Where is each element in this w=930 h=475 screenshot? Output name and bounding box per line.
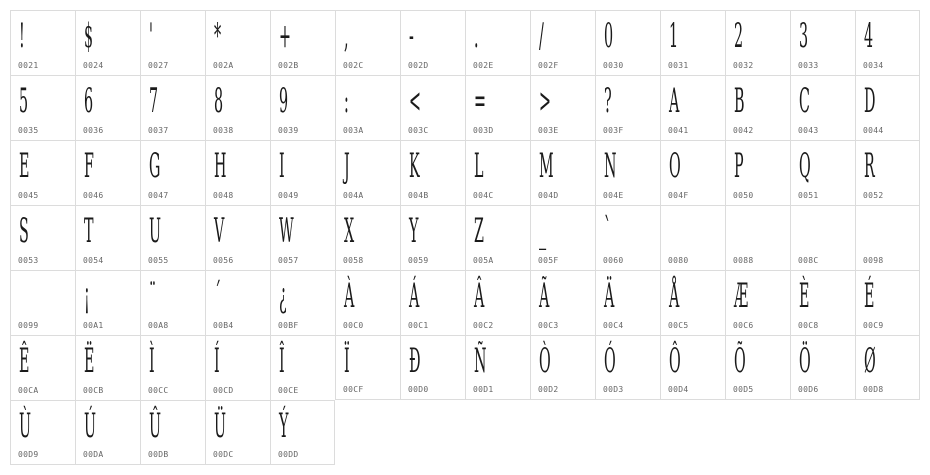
- glyph-cell[interactable]: [465, 335, 530, 400]
- glyph-sample: Û: [149, 406, 162, 446]
- glyph-sample: Ü: [214, 406, 227, 446]
- glyph-cell[interactable]: [140, 335, 205, 400]
- glyph-cell[interactable]: [530, 10, 595, 75]
- glyph-code-label: 0042: [733, 126, 754, 135]
- glyph-sample: J: [344, 146, 350, 186]
- glyph-sample: Ô: [669, 341, 681, 381]
- glyph-sample: Y: [409, 211, 419, 251]
- glyph-sample: H: [214, 146, 227, 186]
- glyph-code-label: 00C2: [473, 321, 494, 330]
- glyph-sample: È: [799, 276, 810, 316]
- glyph-cell[interactable]: [465, 75, 530, 140]
- glyph-cell[interactable]: [725, 205, 790, 270]
- glyph-cell[interactable]: [465, 10, 530, 75]
- glyph-sample: A: [669, 81, 680, 121]
- glyph-sample: *: [214, 16, 222, 56]
- glyph-sample: Ò: [539, 341, 551, 381]
- glyph-code-label: 004F: [668, 191, 689, 200]
- glyph-sample: M: [539, 146, 554, 186]
- glyph-code-label: 0059: [408, 256, 429, 265]
- glyph-cell[interactable]: [75, 205, 140, 270]
- glyph-sample: É: [864, 276, 875, 316]
- glyph-cell[interactable]: [270, 335, 335, 400]
- glyph-code-label: 0060: [603, 256, 624, 265]
- glyph-sample: G: [149, 146, 161, 186]
- glyph-code-label: 0041: [668, 126, 689, 135]
- glyph-cell[interactable]: [140, 10, 205, 75]
- glyph-sample: .: [474, 16, 479, 56]
- glyph-code-label: 003F: [603, 126, 624, 135]
- glyph-code-label: 00DB: [148, 450, 169, 459]
- glyph-sample: E: [19, 146, 30, 186]
- glyph-cell[interactable]: [140, 75, 205, 140]
- glyph-cell[interactable]: [270, 75, 335, 140]
- glyph-code-label: 004C: [473, 191, 494, 200]
- glyph-sample: ,: [344, 16, 349, 56]
- glyph-cell[interactable]: [205, 270, 270, 335]
- glyph-sample: [669, 210, 690, 252]
- glyph-sample: Õ: [734, 341, 746, 381]
- glyph-sample: ¡: [84, 276, 90, 316]
- glyph-cell[interactable]: [335, 10, 400, 75]
- glyph-cell[interactable]: [205, 75, 270, 140]
- glyph-code-label: 0098: [863, 256, 884, 265]
- glyph-cell[interactable]: [10, 75, 75, 140]
- glyph-code-label: 00D9: [18, 450, 39, 459]
- glyph-cell[interactable]: [855, 270, 920, 335]
- glyph-sample: 8: [214, 81, 224, 121]
- glyph-cell[interactable]: [855, 10, 920, 75]
- glyph-code-label: 002C: [343, 61, 364, 70]
- glyph-sample: ¨: [149, 276, 157, 316]
- glyph-code-label: 0053: [18, 256, 39, 265]
- glyph-code-label: 00CA: [18, 386, 39, 395]
- glyph-code-label: 005A: [473, 256, 494, 265]
- glyph-sample: K: [409, 146, 420, 186]
- glyph-sample: D: [864, 81, 876, 121]
- glyph-code-label: 00D8: [863, 385, 884, 394]
- glyph-sample: [799, 210, 820, 252]
- glyph-sample: Å: [669, 276, 680, 316]
- glyph-code-label: 0033: [798, 61, 819, 70]
- glyph-sample: Í: [214, 341, 220, 381]
- glyph-sample: X: [344, 211, 355, 251]
- glyph-code-label: 004A: [343, 191, 364, 200]
- glyph-code-label: 00D6: [798, 385, 819, 394]
- glyph-code-label: 00DC: [213, 450, 234, 459]
- glyph-sample: Ù: [19, 406, 32, 446]
- glyph-code-label: 0024: [83, 61, 104, 70]
- glyph-cell[interactable]: [725, 140, 790, 205]
- glyph-sample: 1: [669, 16, 679, 56]
- glyph-sample: Ñ: [474, 341, 487, 381]
- glyph-sample: Î: [279, 341, 285, 381]
- glyph-code-label: 0046: [83, 191, 104, 200]
- glyph-code-label: 003D: [473, 126, 494, 135]
- glyph-sample: Ä: [604, 276, 615, 316]
- glyph-cell[interactable]: [400, 140, 465, 205]
- glyph-sample: C: [799, 81, 810, 121]
- glyph-grid: [10, 10, 920, 465]
- glyph-code-label: 0027: [148, 61, 169, 70]
- glyph-cell[interactable]: [855, 335, 920, 400]
- glyph-sample: Æ: [734, 276, 749, 316]
- glyph-cell[interactable]: [335, 205, 400, 270]
- glyph-cell[interactable]: [335, 270, 400, 335]
- glyph-sample: Ø: [864, 341, 876, 381]
- glyph-cell[interactable]: [10, 270, 75, 335]
- glyph-sample: W: [279, 211, 294, 251]
- glyph-sample: R: [864, 146, 875, 186]
- glyph-code-label: 003E: [538, 126, 559, 135]
- glyph-code-label: 0088: [733, 256, 754, 265]
- glyph-sample: F: [84, 146, 94, 186]
- glyph-cell[interactable]: [205, 335, 270, 400]
- glyph-code-label: 00CB: [83, 386, 104, 395]
- glyph-cell[interactable]: [595, 75, 660, 140]
- glyph-cell[interactable]: [140, 270, 205, 335]
- glyph-code-label: 00D1: [473, 385, 494, 394]
- glyph-code-label: 00D5: [733, 385, 754, 394]
- glyph-code-label: 0055: [148, 256, 169, 265]
- glyph-cell[interactable]: [725, 10, 790, 75]
- glyph-code-label: 0030: [603, 61, 624, 70]
- glyph-cell[interactable]: [725, 270, 790, 335]
- glyph-cell[interactable]: [140, 400, 205, 465]
- glyph-code-label: 0038: [213, 126, 234, 135]
- glyph-code-label: 004D: [538, 191, 559, 200]
- glyph-code-label: 0054: [83, 256, 104, 265]
- glyph-code-label: 004E: [603, 191, 624, 200]
- glyph-sample: [734, 210, 755, 252]
- glyph-cell[interactable]: [790, 10, 855, 75]
- glyph-sample: 6: [84, 81, 94, 121]
- glyph-cell[interactable]: [400, 75, 465, 140]
- glyph-cell[interactable]: [660, 75, 725, 140]
- glyph-cell[interactable]: [660, 10, 725, 75]
- glyph-sample: Ð: [409, 341, 421, 381]
- glyph-cell[interactable]: [205, 10, 270, 75]
- glyph-cell[interactable]: [75, 400, 140, 465]
- glyph-cell[interactable]: [400, 10, 465, 75]
- glyph-cell[interactable]: [530, 335, 595, 400]
- glyph-sample: 4: [864, 16, 874, 56]
- glyph-sample: 9: [279, 81, 289, 121]
- glyph-cell[interactable]: [790, 75, 855, 140]
- glyph-code-label: 00C3: [538, 321, 559, 330]
- glyph-cell[interactable]: [465, 205, 530, 270]
- glyph-sample: Ë: [84, 341, 95, 381]
- glyph-cell[interactable]: [75, 140, 140, 205]
- glyph-cell[interactable]: [75, 10, 140, 75]
- glyph-sample: Á: [409, 276, 420, 316]
- glyph-code-label: 00CE: [278, 386, 299, 395]
- glyph-sample: !: [19, 16, 25, 56]
- glyph-cell[interactable]: [205, 400, 270, 465]
- glyph-sample: Ö: [799, 341, 811, 381]
- glyph-code-label: 00C1: [408, 321, 429, 330]
- glyph-cell[interactable]: [270, 10, 335, 75]
- glyph-code-label: 00CD: [213, 386, 234, 395]
- glyph-code-label: 0043: [798, 126, 819, 135]
- glyph-cell[interactable]: [530, 270, 595, 335]
- glyph-code-label: 0047: [148, 191, 169, 200]
- glyph-cell[interactable]: [660, 270, 725, 335]
- glyph-sample: :: [344, 81, 349, 121]
- glyph-sample: Ã: [539, 276, 550, 316]
- glyph-code-label: 00C0: [343, 321, 364, 330]
- glyph-code-label: 003C: [408, 126, 429, 135]
- glyph-cell[interactable]: [530, 205, 595, 270]
- glyph-cell[interactable]: [660, 335, 725, 400]
- glyph-code-label: 0021: [18, 61, 39, 70]
- glyph-sample: Ì: [149, 341, 155, 381]
- glyph-sample: O: [669, 146, 681, 186]
- glyph-code-label: 0052: [863, 191, 884, 200]
- glyph-sample: >: [539, 81, 551, 121]
- glyph-code-label: 0049: [278, 191, 299, 200]
- glyph-code-label: 00D4: [668, 385, 689, 394]
- glyph-code-label: 0044: [863, 126, 884, 135]
- glyph-code-label: 00A1: [83, 321, 104, 330]
- glyph-sample: Â: [474, 276, 485, 316]
- glyph-sample: 5: [19, 81, 29, 121]
- glyph-code-label: 0051: [798, 191, 819, 200]
- glyph-code-label: 00D0: [408, 385, 429, 394]
- glyph-code-label: 002F: [538, 61, 559, 70]
- glyph-cell[interactable]: [10, 335, 75, 400]
- glyph-cell[interactable]: [400, 205, 465, 270]
- glyph-code-label: 0099: [18, 321, 39, 330]
- glyph-cell[interactable]: [790, 205, 855, 270]
- glyph-code-label: 00C6: [733, 321, 754, 330]
- glyph-cell[interactable]: [595, 140, 660, 205]
- glyph-code-label: 00C5: [668, 321, 689, 330]
- glyph-sample: 0: [604, 16, 614, 56]
- glyph-cell[interactable]: [530, 75, 595, 140]
- glyph-sample: =: [474, 81, 486, 121]
- glyph-cell[interactable]: [10, 10, 75, 75]
- glyph-cell[interactable]: [270, 140, 335, 205]
- glyph-sample: 2: [734, 16, 744, 56]
- glyph-code-label: 00D3: [603, 385, 624, 394]
- glyph-sample: <: [409, 81, 421, 121]
- glyph-cell[interactable]: [10, 140, 75, 205]
- glyph-cell[interactable]: [335, 140, 400, 205]
- glyph-cell[interactable]: [595, 10, 660, 75]
- glyph-code-label: 00A8: [148, 321, 169, 330]
- glyph-code-label: 0034: [863, 61, 884, 70]
- glyph-sample: $: [84, 16, 94, 56]
- glyph-code-label: 003A: [343, 126, 364, 135]
- glyph-code-label: 00CF: [343, 385, 364, 394]
- glyph-cell[interactable]: [270, 400, 335, 465]
- glyph-cell[interactable]: [595, 270, 660, 335]
- glyph-cell[interactable]: [205, 205, 270, 270]
- glyph-cell[interactable]: [855, 205, 920, 270]
- glyph-sample: L: [474, 146, 484, 186]
- glyph-code-label: 0050: [733, 191, 754, 200]
- glyph-sample: T: [84, 211, 94, 251]
- glyph-sample: `: [604, 211, 612, 251]
- glyph-code-label: 00C8: [798, 321, 819, 330]
- glyph-code-label: 00C9: [863, 321, 884, 330]
- glyph-cell[interactable]: [530, 140, 595, 205]
- glyph-sample: ¿: [279, 276, 287, 316]
- glyph-code-label: 008C: [798, 256, 819, 265]
- glyph-cell[interactable]: [335, 75, 400, 140]
- glyph-sample: Ê: [19, 341, 30, 381]
- glyph-cell[interactable]: [140, 140, 205, 205]
- glyph-cell[interactable]: [725, 75, 790, 140]
- glyph-code-label: 00CC: [148, 386, 169, 395]
- glyph-code-label: 0039: [278, 126, 299, 135]
- glyph-code-label: 0056: [213, 256, 234, 265]
- glyph-cell[interactable]: [660, 205, 725, 270]
- glyph-code-label: 002E: [473, 61, 494, 70]
- glyph-cell[interactable]: [270, 205, 335, 270]
- glyph-cell[interactable]: [75, 75, 140, 140]
- glyph-code-label: 002D: [408, 61, 429, 70]
- glyph-cell[interactable]: [205, 140, 270, 205]
- glyph-sample: ': [149, 16, 153, 56]
- glyph-code-label: 00DD: [278, 450, 299, 459]
- glyph-sample: B: [734, 81, 745, 121]
- glyph-sample: ?: [604, 81, 612, 121]
- glyph-code-label: 0032: [733, 61, 754, 70]
- glyph-code-label: 0057: [278, 256, 299, 265]
- glyph-code-label: 00BF: [278, 321, 299, 330]
- glyph-cell[interactable]: [270, 270, 335, 335]
- glyph-sample: I: [279, 146, 285, 186]
- glyph-code-label: 0037: [148, 126, 169, 135]
- glyph-sample: [864, 210, 885, 252]
- glyph-cell[interactable]: [10, 205, 75, 270]
- glyph-sample: Z: [474, 211, 484, 251]
- glyph-cell[interactable]: [75, 270, 140, 335]
- glyph-cell[interactable]: [855, 75, 920, 140]
- glyph-code-label: 00DA: [83, 450, 104, 459]
- glyph-sample: _: [539, 211, 547, 251]
- glyph-cell[interactable]: [140, 205, 205, 270]
- glyph-cell[interactable]: [790, 270, 855, 335]
- glyph-code-label: 0035: [18, 126, 39, 135]
- glyph-code-label: 00D2: [538, 385, 559, 394]
- glyph-sample: /: [539, 16, 544, 56]
- glyph-sample: Ó: [604, 341, 616, 381]
- glyph-code-label: 0031: [668, 61, 689, 70]
- glyph-code-label: 005F: [538, 256, 559, 265]
- glyph-sample: 3: [799, 16, 809, 56]
- glyph-sample: Ï: [344, 341, 350, 381]
- glyph-sample: Ú: [84, 406, 97, 446]
- glyph-cell[interactable]: [790, 335, 855, 400]
- glyph-cell[interactable]: [660, 140, 725, 205]
- glyph-code-label: 004B: [408, 191, 429, 200]
- glyph-cell[interactable]: [400, 335, 465, 400]
- glyph-code-label: 0048: [213, 191, 234, 200]
- glyph-code-label: 002A: [213, 61, 234, 70]
- glyph-code-label: 00C4: [603, 321, 624, 330]
- glyph-cell[interactable]: [465, 140, 530, 205]
- glyph-sample: 7: [149, 81, 159, 121]
- glyph-code-label: 002B: [278, 61, 299, 70]
- glyph-cell[interactable]: [595, 205, 660, 270]
- glyph-cell[interactable]: [790, 140, 855, 205]
- glyph-sample: -: [409, 16, 414, 56]
- glyph-cell[interactable]: [725, 335, 790, 400]
- glyph-cell[interactable]: [855, 140, 920, 205]
- glyph-sample: À: [344, 276, 355, 316]
- glyph-sample: N: [604, 146, 617, 186]
- glyph-code-label: 00B4: [213, 321, 234, 330]
- glyph-sample: S: [19, 211, 29, 251]
- glyph-sample: ´: [214, 276, 222, 316]
- glyph-sample: U: [149, 211, 162, 251]
- glyph-sample: [19, 275, 40, 317]
- glyph-sample: V: [214, 211, 225, 251]
- glyph-sample: +: [279, 16, 291, 56]
- glyph-code-label: 0080: [668, 256, 689, 265]
- glyph-code-label: 0045: [18, 191, 39, 200]
- glyph-cell[interactable]: [400, 270, 465, 335]
- glyph-sample: Ý: [279, 406, 289, 446]
- glyph-cell[interactable]: [75, 335, 140, 400]
- glyph-sample: P: [734, 146, 744, 186]
- glyph-code-label: 0058: [343, 256, 364, 265]
- glyph-cell[interactable]: [10, 400, 75, 465]
- glyph-sample: Q: [799, 146, 811, 186]
- glyph-cell[interactable]: [465, 270, 530, 335]
- glyph-code-label: 0036: [83, 126, 104, 135]
- glyph-cell[interactable]: [335, 335, 400, 400]
- glyph-cell[interactable]: [595, 335, 660, 400]
